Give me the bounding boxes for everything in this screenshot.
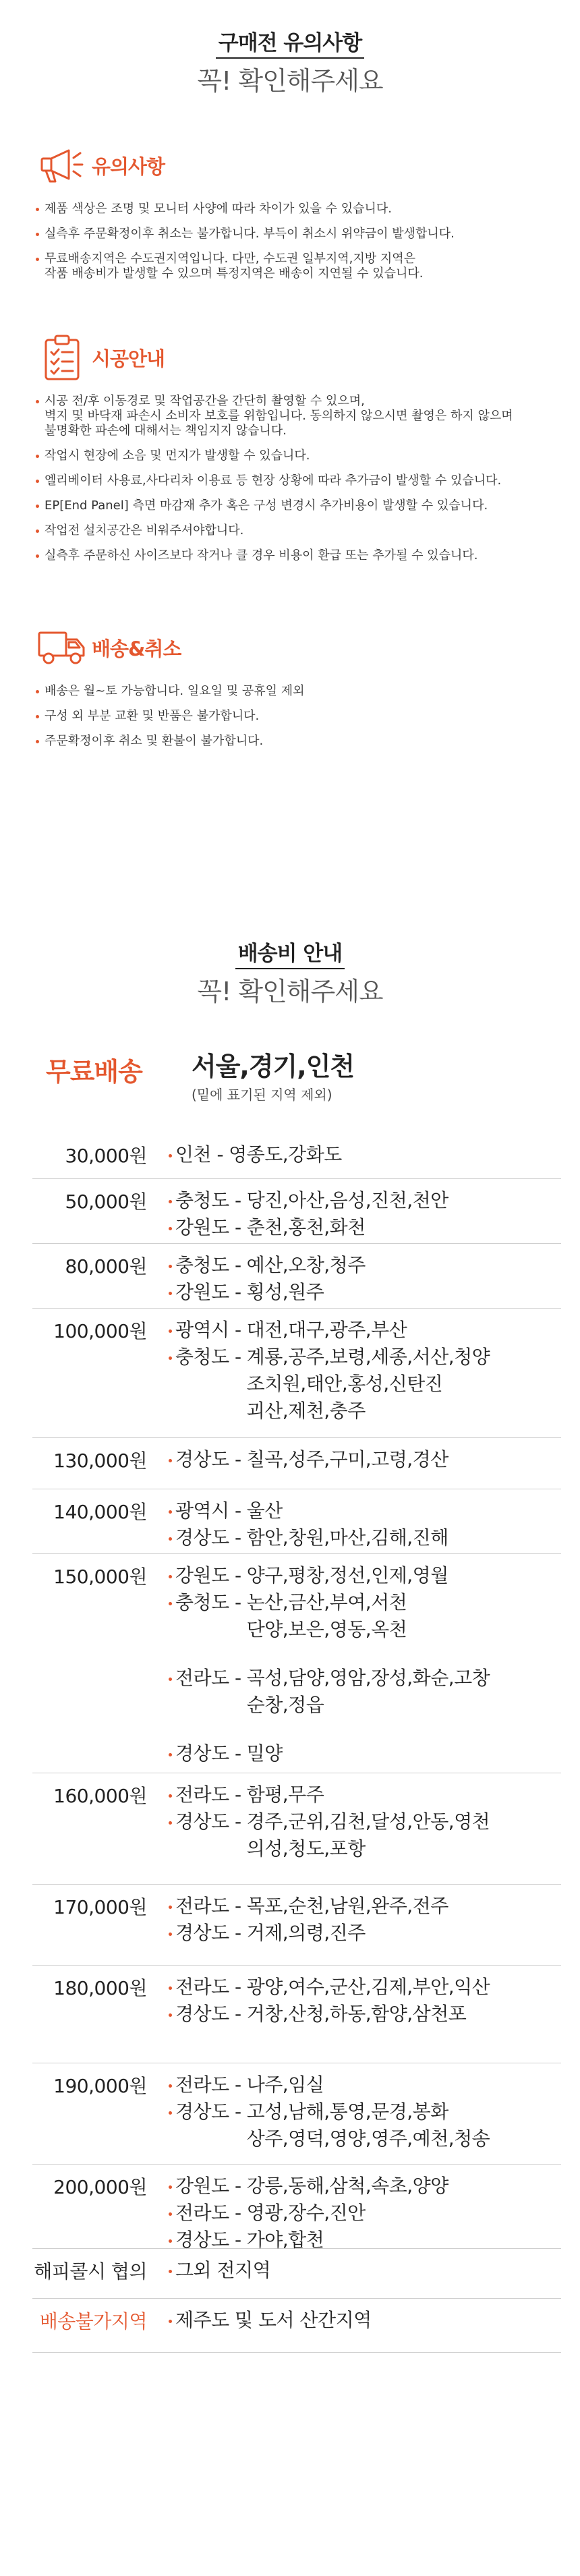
region-line bbox=[167, 2071, 561, 2098]
region-line bbox=[167, 1252, 561, 1279]
province-label: 강원도 - bbox=[175, 2175, 241, 2197]
area-list: 밀양 bbox=[246, 1742, 283, 1765]
province-label: 충청도 - bbox=[175, 1254, 241, 1276]
province-label: 광역시 - bbox=[175, 1499, 241, 1522]
fee-amount: 150,000원 bbox=[53, 1566, 147, 1588]
fee-row bbox=[32, 1554, 561, 1773]
area-list: 거제,의령,진주 bbox=[246, 1922, 366, 1944]
province-label: 전라도 - bbox=[175, 2073, 241, 2096]
shipping-fee-table bbox=[32, 1046, 561, 2353]
province-label: 강원도 - bbox=[175, 1216, 241, 1238]
section-label: 배송&취소 bbox=[92, 637, 181, 660]
province-label: 경상도 - bbox=[175, 1810, 241, 1833]
region-line bbox=[167, 2257, 561, 2284]
note-item: 실측후 주문확정이후 취소는 불가합니다. 부득이 취소시 위약금이 발생합니다. bbox=[34, 227, 560, 241]
region-line bbox=[167, 1141, 561, 1168]
region-line bbox=[167, 2307, 561, 2334]
province-label: 충청도 - bbox=[175, 1189, 241, 1211]
province-label: 경상도 - bbox=[175, 2229, 241, 2251]
fee-amount: 130,000원 bbox=[53, 1450, 147, 1472]
fee-row bbox=[32, 1489, 561, 1554]
area-list: 경주,군위,김천,달성,안동,영천 의성,청도,포항 bbox=[246, 1810, 490, 1860]
installation-section bbox=[34, 331, 560, 573]
bullet-dot bbox=[167, 1446, 175, 1473]
bullet-dot bbox=[167, 2257, 175, 2284]
note-item: EP[End Panel] 측면 마감재 추가 혹은 구성 변경시 추가비용이 발생할 수 있습니다. bbox=[34, 498, 560, 513]
area-list: 거창,산청,하동,함양,삼천포 bbox=[246, 2003, 467, 2025]
province-label: 전라도 - bbox=[175, 1895, 241, 1917]
fee-amount: 160,000원 bbox=[53, 1785, 147, 1807]
fee-row bbox=[32, 1133, 561, 1179]
notes-list bbox=[34, 684, 560, 749]
note-item: 주문확정이후 취소 및 환불이 불가합니다. bbox=[34, 734, 560, 749]
province-label: 충청도 - bbox=[175, 1591, 241, 1613]
region-line bbox=[167, 1808, 561, 1862]
bullet-dot bbox=[167, 1252, 175, 1279]
bullet-dot bbox=[167, 2098, 175, 2152]
region-line bbox=[167, 1974, 561, 2001]
bullet-dot bbox=[167, 1974, 175, 2001]
area-list: 논산,금산,부여,서천 단양,보은,영동,옥천 bbox=[246, 1591, 407, 1640]
notice-section bbox=[34, 138, 560, 291]
delivery-section bbox=[34, 621, 560, 759]
bullet-dot bbox=[167, 1589, 175, 1643]
region-line bbox=[167, 2001, 561, 2028]
note-item: 제품 색상은 조명 및 모니터 사양에 따라 차이가 있을 수 있습니다. bbox=[34, 202, 560, 217]
province-label: 경상도 - bbox=[175, 2100, 241, 2123]
bullet-dot bbox=[167, 1141, 175, 1168]
province-label: 강원도 - bbox=[175, 1564, 241, 1586]
province-label: 전라도 - bbox=[175, 1783, 241, 1806]
area-list: 강릉,동해,삼척,속초,양양 bbox=[246, 2175, 448, 2197]
region-line bbox=[167, 1562, 561, 1589]
region-line bbox=[167, 2098, 561, 2152]
area-list: 예산,오창,청주 bbox=[246, 1254, 366, 1276]
area-list: 양구,평창,정선,인제,영월 bbox=[246, 1564, 448, 1586]
bullet-dot bbox=[167, 1524, 175, 1551]
note-item: 실측후 주문하신 사이즈보다 작거나 클 경우 비용이 환급 또는 추가될 수 있습니다. bbox=[34, 548, 560, 563]
area-list: 함평,무주 bbox=[246, 1783, 324, 1806]
region-line bbox=[167, 1643, 561, 1665]
region-line bbox=[167, 1524, 561, 1551]
fee-amount: 180,000원 bbox=[53, 1977, 147, 1999]
area-list: 횡성,원주 bbox=[246, 1281, 324, 1303]
fee-amount: 50,000원 bbox=[65, 1191, 147, 1213]
fee-amount: 190,000원 bbox=[53, 2075, 147, 2097]
area-list: 곡성,담양,영암,장성,화순,고창 순창,정읍 bbox=[246, 1667, 490, 1716]
fee-row bbox=[32, 2299, 561, 2353]
region-line bbox=[167, 1344, 561, 1425]
shipping-title: 배송비 안내 bbox=[235, 936, 345, 969]
free-shipping-row bbox=[32, 1046, 561, 1133]
area-list: 나주,임실 bbox=[246, 2073, 324, 2096]
region-line bbox=[167, 1279, 561, 1306]
bullet-dot bbox=[167, 2173, 175, 2200]
section-label: 시공안내 bbox=[92, 347, 165, 370]
area-list: 영광,장수,진안 bbox=[246, 2202, 366, 2224]
fee-amount: 80,000원 bbox=[65, 1255, 147, 1278]
region-line bbox=[167, 2200, 561, 2227]
fee-row bbox=[32, 1179, 561, 1244]
fee-row bbox=[32, 1438, 561, 1489]
megaphone-icon bbox=[34, 138, 90, 192]
bullet-dot bbox=[167, 1317, 175, 1344]
province-label: 전라도 - bbox=[175, 2202, 241, 2224]
fee-amount: 배송불가지역 bbox=[39, 2310, 147, 2332]
bullet-dot bbox=[167, 2001, 175, 2028]
region-line bbox=[167, 1446, 561, 1473]
province-label: 충청도 - bbox=[175, 1346, 241, 1368]
area-list: 그외 전지역 bbox=[175, 2259, 271, 2281]
notes-list bbox=[34, 394, 560, 563]
region-line bbox=[167, 1589, 561, 1643]
bullet-dot bbox=[167, 1562, 175, 1589]
note-item: 배송은 월~토 가능합니다. 일요일 및 공휴일 제외 bbox=[34, 684, 560, 699]
bullet-dot bbox=[167, 1740, 175, 1767]
province-label: 전라도 - bbox=[175, 1667, 241, 1689]
bullet-dot bbox=[167, 1665, 175, 1719]
area-list: 대전,대구,광주,부산 bbox=[246, 1319, 407, 1341]
truck-icon bbox=[34, 621, 90, 675]
region-line bbox=[167, 1665, 561, 1719]
region-line bbox=[167, 1781, 561, 1808]
fee-row bbox=[32, 1309, 561, 1438]
fee-amount: 140,000원 bbox=[53, 1501, 147, 1523]
free-shipping-label: 무료배송 bbox=[46, 1057, 142, 1087]
note-item: 작업시 현장에 소음 및 먼지가 발생할 수 있습니다. bbox=[34, 449, 560, 463]
fee-row bbox=[32, 2249, 561, 2299]
bullet-dot bbox=[167, 1214, 175, 1241]
province-label: 인천 - bbox=[175, 1143, 224, 1166]
note-item: 무료배송지역은 수도권지역입니다. 다만, 수도권 일부지역,지방 지역은 작품 배송비가 발생할 수 있으며 특정지역은 배송이 지연될 수 있습니다. bbox=[34, 252, 560, 281]
region-line bbox=[167, 1920, 561, 1947]
fee-amount: 200,000원 bbox=[53, 2176, 147, 2198]
region-line bbox=[167, 1214, 561, 1241]
bullet-dot bbox=[167, 1893, 175, 1920]
region-line bbox=[167, 2173, 561, 2200]
fee-row bbox=[32, 2063, 561, 2165]
bullet-dot bbox=[167, 1781, 175, 1808]
fee-amount: 30,000원 bbox=[65, 1145, 147, 1167]
shipping-subtitle: 꼭! 확인해주세요 bbox=[197, 977, 383, 1006]
fee-row bbox=[32, 1244, 561, 1309]
bullet-dot bbox=[167, 2071, 175, 2098]
precautions-subtitle: 꼭! 확인해주세요 bbox=[197, 66, 383, 96]
province-label: 경상도 - bbox=[175, 2003, 241, 2025]
bullet-dot bbox=[167, 2227, 175, 2254]
area-list: 울산 bbox=[246, 1499, 283, 1522]
area-list: 계룡,공주,보령,세종,서산,청양 조치원,태안,홍성,신탄진 괴산,제천,충주 bbox=[246, 1346, 490, 1422]
area-list: 함안,창원,마산,김해,진해 bbox=[246, 1526, 448, 1549]
region-line bbox=[167, 1719, 561, 1740]
clipboard-checklist-icon bbox=[34, 331, 90, 384]
bullet-dot bbox=[167, 1497, 175, 1524]
area-list: 칠곡,성주,구미,고령,경산 bbox=[246, 1448, 448, 1470]
bullet-dot bbox=[167, 1808, 175, 1862]
fee-row bbox=[32, 1966, 561, 2063]
fee-row bbox=[32, 1885, 561, 1966]
province-label: 전라도 - bbox=[175, 1976, 241, 1998]
area-list: 고성,남해,통영,문경,봉화 상주,영덕,영양,영주,예천,청송 bbox=[246, 2100, 490, 2150]
province-label: 경상도 - bbox=[175, 1526, 241, 1549]
precautions-title: 구매전 유의사항 bbox=[216, 26, 364, 59]
province-label: 경상도 - bbox=[175, 1448, 241, 1470]
area-list: 제주도 및 도서 산간지역 bbox=[175, 2309, 372, 2331]
area-list: 광양,여수,군산,김제,부안,익산 bbox=[246, 1976, 490, 1998]
province-label: 경상도 - bbox=[175, 1742, 241, 1765]
bullet-dot bbox=[167, 1187, 175, 1214]
fee-amount: 100,000원 bbox=[53, 1320, 147, 1342]
fee-row bbox=[32, 1773, 561, 1885]
fee-amount: 해피콜시 협의 bbox=[34, 2260, 147, 2283]
region-line bbox=[167, 1740, 561, 1767]
notes-list bbox=[34, 202, 560, 281]
bullet-dot bbox=[167, 2200, 175, 2227]
area-list: 목포,순천,남원,완주,전주 bbox=[246, 1895, 448, 1917]
fee-row bbox=[32, 2165, 561, 2249]
section-label: 유의사항 bbox=[92, 154, 165, 178]
province-label: 강원도 - bbox=[175, 1281, 241, 1303]
shipping-header bbox=[0, 936, 580, 1008]
area-list: 영종도,강화도 bbox=[229, 1143, 342, 1166]
region-line bbox=[167, 1497, 561, 1524]
area-list: 당진,아산,음성,진천,천안 bbox=[246, 1189, 448, 1211]
region-line bbox=[167, 1187, 561, 1214]
province-label: 광역시 - bbox=[175, 1319, 241, 1341]
precautions-header bbox=[0, 26, 580, 97]
area-list: 춘천,홍천,화천 bbox=[246, 1216, 366, 1238]
note-item: 작업전 설치공간은 비워주셔야합니다. bbox=[34, 523, 560, 538]
bullet-dot bbox=[167, 1279, 175, 1306]
free-shipping-note: (밑에 표기된 지역 제외) bbox=[192, 1087, 332, 1103]
bullet-dot bbox=[167, 1344, 175, 1425]
free-shipping-regions: 서울,경기,인천 bbox=[192, 1052, 355, 1081]
region-line bbox=[167, 1317, 561, 1344]
note-item: 시공 전/후 이동경로 및 작업공간을 간단히 촬영할 수 있으며, 벽지 및 바닥재 파손시 소비자 보호를 위함입니다. 동의하지 않으시면 촬영은 하지 않으며 불명확한 파손에 대해서는 책임지지 않습니다. bbox=[34, 394, 560, 438]
area-list: 가야,합천 bbox=[246, 2229, 324, 2251]
bullet-dot bbox=[167, 1920, 175, 1947]
fee-amount: 170,000원 bbox=[53, 1896, 147, 1918]
note-item: 엘리베이터 사용료,사다리차 이용료 등 현장 상황에 따라 추가금이 발생할 수 있습니다. bbox=[34, 474, 560, 488]
region-line bbox=[167, 1893, 561, 1920]
province-label: 경상도 - bbox=[175, 1922, 241, 1944]
bullet-dot bbox=[167, 2307, 175, 2334]
note-item: 구성 외 부분 교환 및 반품은 불가합니다. bbox=[34, 709, 560, 724]
